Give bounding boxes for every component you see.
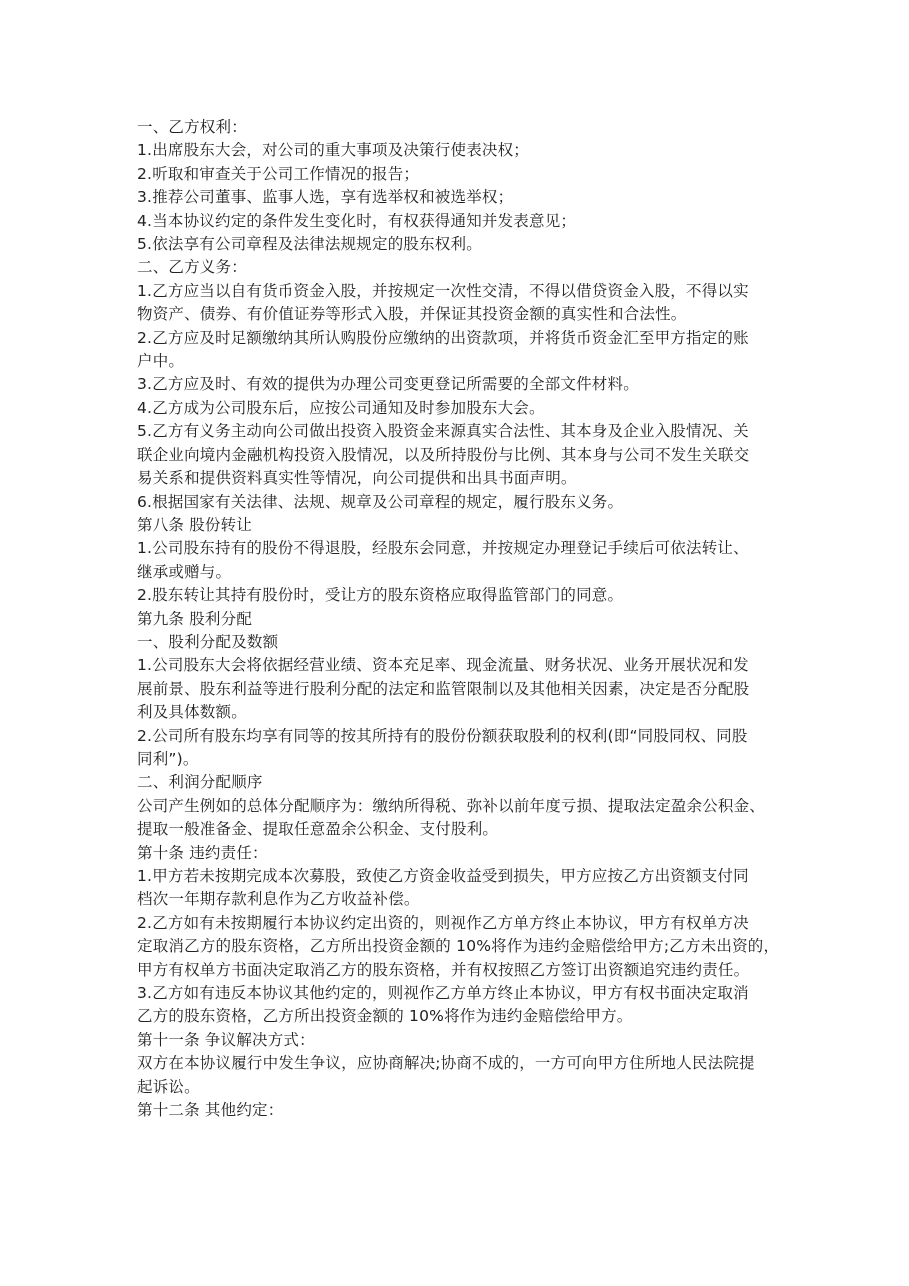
text-line: 1.公司股东持有的股份不得退股，经股东会同意，并按规定办理登记手续后可依法转让、 xyxy=(137,539,749,558)
text-line: 户中。 xyxy=(137,352,185,371)
text-line: 5.乙方有义务主动向公司做出投资入股资金来源真实合法性、其本身及企业入股情况、关 xyxy=(137,422,749,441)
text-line: 二、利润分配顺序 xyxy=(137,773,263,792)
text-line: 联企业向境内金融机构投资入股情况，以及所持股份与比例、其本身与公司不发生关联交 xyxy=(137,445,750,464)
text-line: 1.甲方若未按期完成本次募股，致使乙方资金收益受到损失，甲方应按乙方出资额支付同 xyxy=(137,867,749,885)
text-line: 2.股东转让其持有股份时，受让方的股东资格应取得监管部门的同意。 xyxy=(137,586,624,605)
text-line: 乙方的股东资格，乙方所出投资金额的 10%将作为违约金赔偿给甲方。 xyxy=(137,1007,633,1026)
text-line: 2.乙方如有未按期履行本协议约定出资的，则视作乙方单方终止本协议，甲方有权单方决 xyxy=(137,913,749,932)
text-line: 物资产、债券、有价值证券等形式入股，并保证其投资金额的真实性和合法性。 xyxy=(137,305,687,324)
text-line: 3.乙方应及时、有效的提供为办理公司变更登记所需要的全部文件材料。 xyxy=(137,375,639,394)
text-line: 第八条 股份转让 xyxy=(137,515,253,534)
text-line: 6.根据国家有关法律、法规、规章及公司章程的规定，履行股东义务。 xyxy=(137,492,624,511)
text-line: 一、股利分配及数额 xyxy=(137,632,279,651)
text-line: 一、乙方权利： xyxy=(137,118,247,136)
text-line: 3.推荐公司董事、监事人选，享有选举权和被选举权； xyxy=(137,188,514,207)
document-body xyxy=(137,116,787,1122)
text-line: 二、乙方义务： xyxy=(137,258,247,277)
text-line: 4.乙方成为公司股东后，应按公司通知及时参加股东大会。 xyxy=(137,398,545,417)
text-line: 展前景、股东利益等进行股利分配的法定和监管限制以及其他相关因素，决定是否分配股 xyxy=(137,679,750,698)
text-line: 2.听取和审查关于公司工作情况的报告； xyxy=(137,164,420,183)
text-line: 5.依法享有公司章程及法律法规规定的股东权利。 xyxy=(137,235,482,254)
text-line: 第十条 违约责任： xyxy=(137,843,268,862)
text-line: 3.乙方如有违反本协议其他约定的，则视作乙方单方终止本协议，甲方有权书面决定取消 xyxy=(137,984,749,1003)
text-line: 1.公司股东大会将依据经营业绩、资本充足率、现金流量、财务状况、业务开展状况和发 xyxy=(137,656,749,675)
text-line: 4.当本协议约定的条件发生变化时，有权获得通知并发表意见； xyxy=(137,211,577,230)
text-line: 利及具体数额。 xyxy=(137,703,247,722)
text-line: 档次一年期存款利息作为乙方收益补偿。 xyxy=(137,890,420,909)
text-line: 2.乙方应及时足额缴纳其所认购股份应缴纳的出资款项，并将货币资金汇至甲方指定的账 xyxy=(137,328,749,347)
text-line: 易关系和提供资料真实性等情况，向公司提供和出具书面声明。 xyxy=(137,469,577,488)
text-line: 2.公司所有股东均享有同等的按其所持有的股份份额获取股利的权利(即“同股同权、同股 xyxy=(137,726,748,745)
text-line: 第十一条 争议解决方式： xyxy=(137,1030,315,1049)
text-line: 1.出席股东大会，对公司的重大事项及决策行使表决权； xyxy=(137,141,529,160)
text-line: 甲方有权单方书面决定取消乙方的股东资格，并有权按照乙方签订出资额追究违约责任。 xyxy=(137,960,750,979)
text-line: 定取消乙方的股东资格，乙方所出投资金额的 10%将作为违约金赔偿给甲方;乙方未出资的， xyxy=(137,937,780,956)
text-line: 起诉讼。 xyxy=(137,1077,200,1096)
text-line: 双方在本协议履行中发生争议，应协商解决;协商不成的，一方可向甲方住所地人民法院提 xyxy=(137,1054,755,1073)
text-line: 提取一般准备金、提取任意盈余公积金、支付股利。 xyxy=(137,820,499,839)
text-line: 公司产生例如的总体分配顺序为：缴纳所得税、弥补以前年度亏损、提取法定盈余公积金、 xyxy=(137,796,766,815)
text-line: 第十二条 其他约定： xyxy=(137,1101,284,1120)
text-line: 继承或赠与。 xyxy=(137,562,232,581)
text-line: 第九条 股利分配 xyxy=(137,609,253,628)
text-line: 同利”)。 xyxy=(137,749,199,768)
text-line: 1.乙方应当以自有货币资金入股，并按规定一次性交清，不得以借贷资金入股，不得以实 xyxy=(137,281,749,300)
